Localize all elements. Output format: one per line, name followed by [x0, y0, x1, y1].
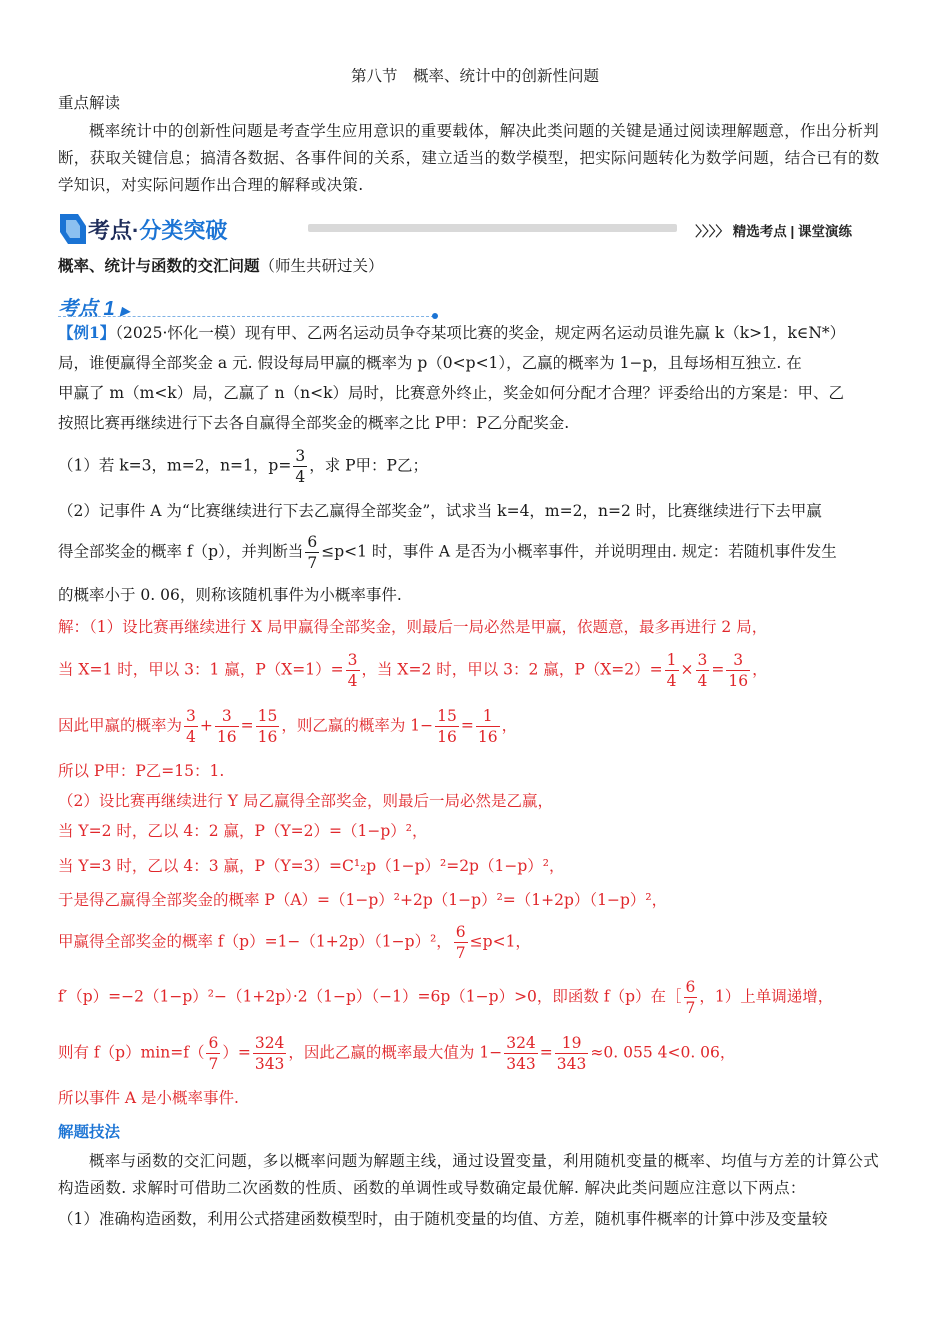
fraction-numerator: 1: [666, 651, 677, 669]
fraction-numerator: 3: [295, 447, 306, 465]
fraction-3-16: [215, 706, 239, 747]
fraction-numerator: 15: [257, 707, 278, 725]
fraction-denominator: 4: [186, 728, 196, 746]
fraction-denominator: 343: [254, 1055, 285, 1073]
banner-corner-icon: [58, 212, 88, 246]
question-1-text-b: ，求 P甲：P乙；: [309, 456, 428, 475]
solution-line-4: 所以 P甲：P乙=15：1.: [58, 762, 225, 780]
fraction-denominator: 16: [728, 672, 749, 690]
fraction-numerator: 6: [208, 1034, 219, 1052]
example-text-1: （2025·怀化一模）现有甲、乙两名运动员争夺某项比赛的奖金，规定两名运动员谁先赢 k（k>1，k∈N*）: [115, 324, 846, 342]
question-2-line-1: （2）记事件 A 为“比赛继续进行下去乙赢得全部奖金”，试求当 k=4，m=2，n=2 时，比赛继续进行下去甲赢: [58, 502, 822, 520]
fraction-3-16: [726, 650, 750, 691]
fraction-denominator: 7: [208, 1055, 219, 1073]
fraction-denominator: 16: [477, 728, 498, 746]
key-points-heading: 重点解读: [58, 94, 121, 112]
triangle-right-icon: ▶: [120, 304, 130, 318]
solution-text: =: [460, 716, 474, 735]
banner-title-main: 考点·: [88, 218, 140, 243]
solution-line-11: [58, 1033, 735, 1074]
solution-line-12: 所以事件 A 是小概率事件.: [58, 1089, 239, 1107]
page-title: 第八节 概率、统计中的创新性问题: [350, 67, 599, 85]
section-heading: [58, 255, 384, 278]
fraction-324-343: [504, 1033, 538, 1074]
banner-divider-bar: [308, 224, 677, 232]
solution-text: 甲赢得全部奖金的概率 f（p）=1−（1+2p）（1−p）²，: [58, 932, 452, 951]
fraction-numerator: 3: [215, 706, 239, 727]
solution-line-1: 解：（1）设比赛再继续进行 X 局甲赢得全部奖金，则最后一局必然是甲赢，依题意，最多再进行 2 局，: [58, 618, 768, 636]
fraction-numerator: 3: [347, 651, 358, 669]
question-1-text-a: （1）若 k=3，m=2，n=1，p=: [58, 456, 292, 475]
solution-text: ，则乙赢的概率为 1−: [281, 716, 434, 735]
fraction-denominator: 7: [307, 554, 318, 572]
fraction-1-4: [665, 650, 679, 691]
solution-line-2: [58, 650, 768, 691]
question-1: [58, 446, 428, 487]
fraction-denominator: 16: [437, 728, 457, 746]
solution-text: ，因此乙赢的概率最大值为 1−: [288, 1043, 503, 1062]
solution-text: ，: [501, 716, 518, 735]
section-heading-title: 概率、统计与函数的交汇问题: [58, 258, 260, 275]
solution-line-9: [58, 922, 531, 963]
fraction-1-16: [476, 706, 500, 747]
kaodian-dot: [432, 313, 438, 319]
fraction-numerator: 19: [555, 1033, 589, 1054]
fraction-3-4: [293, 446, 307, 487]
fraction-numerator: 15: [437, 707, 457, 725]
fraction-6-7: [684, 977, 698, 1018]
fraction-numerator: 1: [476, 706, 500, 727]
fraction-numerator: 6: [307, 533, 318, 551]
fraction-denominator: 4: [666, 672, 677, 690]
solution-text: 因此甲赢的概率为: [58, 716, 183, 735]
fraction-15-16: [256, 706, 280, 747]
method-paragraph-1: 概率与函数的交汇问题，多以概率问题为解题主线，通过设置变量，利用随机变量的概率、均值与方差的计算公式构造函数. 求解时可借助二次函数的性质、函数的单调性或导数确定最优解. 解决此类问题应注意以下两点：: [58, 1152, 880, 1197]
example-line-3: 甲赢了 m（m<k）局，乙赢了 n（n<k）局时，比赛意外终止，奖金如何分配才合理？评委给出的方案是：甲、乙: [58, 384, 844, 402]
banner-subtitle: 〉〉〉〉 精选考点 | 课堂演练: [695, 224, 852, 239]
fraction-numerator: 6: [685, 978, 696, 996]
fraction-denominator: 343: [556, 1055, 587, 1073]
fraction-6-7: [305, 532, 319, 573]
solution-text: ≤p<1，: [469, 932, 531, 951]
kaodian-text: 考点 1: [58, 298, 115, 320]
fraction-numerator: 3: [726, 650, 750, 671]
fraction-denominator: 4: [347, 672, 358, 690]
fraction-denominator: 16: [216, 728, 237, 746]
question-2-line-3: 的概率小于 0. 06，则称该随机事件为小概率事件.: [58, 586, 402, 604]
solution-line-6: 当 Y=2 时，乙以 4：2 赢，P（Y=2）=（1−p）²，: [58, 822, 428, 840]
solution-line-7: 当 Y=3 时，乙以 4：3 赢，P（Y=3）=C¹₂p（1−p）²=2p（1−p）²，: [58, 857, 565, 875]
fraction-denominator: 16: [257, 728, 278, 746]
fraction-denominator: 4: [295, 468, 306, 486]
question-2-line-2: [58, 532, 837, 573]
fraction-denominator: 7: [455, 944, 466, 962]
solution-line-10: [58, 977, 833, 1018]
fraction-denominator: 343: [506, 1055, 536, 1073]
solution-text: ，: [752, 660, 768, 679]
solution-text: ）=: [222, 1043, 251, 1062]
fraction-6-7: [206, 1033, 220, 1074]
section-heading-note: （师生共研过关）: [259, 257, 384, 275]
solution-text: +: [199, 716, 213, 735]
method-paragraph-2: （1）准确构造函数，利用公式搭建函数模型时，由于随机变量的均值、方差，随机事件概率的计算中涉及变量较: [58, 1210, 828, 1228]
solution-text: ，1）上单调递增，: [699, 987, 834, 1006]
banner-title: [88, 214, 227, 245]
fraction-324-343: [253, 1033, 287, 1074]
example-line-4: 按照比赛再继续进行下去各自赢得全部奖金的概率之比 P甲：P乙分配奖金.: [58, 414, 570, 432]
fraction-15-16: [435, 706, 459, 747]
fraction-numerator: 6: [455, 923, 466, 941]
fraction-numerator: 324: [506, 1034, 536, 1052]
solution-text: 则有 f（p）min=f（: [58, 1043, 205, 1062]
solution-text: 当 X=1 时，甲以 3：1 赢，P（X=1）=: [58, 660, 344, 679]
solution-line-8: 于是得乙赢得全部奖金的概率 P（A）=（1−p）²+2p（1−p）²=（1+2p）（1−p）²，: [58, 891, 668, 909]
fraction-19-343: [555, 1033, 589, 1074]
banner-title-accent: 分类突破: [139, 218, 228, 243]
example-line-1: [58, 322, 845, 344]
solution-line-3: [58, 706, 517, 747]
solution-line-5: （2）设比赛再继续进行 Y 局乙赢得全部奖金，则最后一局必然是乙赢，: [58, 792, 553, 810]
fraction-numerator: 3: [186, 707, 196, 725]
solution-text: ，当 X=2 时，甲以 3：2 赢，P（X=2）=: [361, 660, 663, 679]
fraction-denominator: 4: [697, 672, 708, 690]
section-banner: [58, 212, 892, 246]
solution-text: =: [240, 716, 254, 735]
intro-paragraph: 概率统计中的创新性问题是考查学生应用意识的重要载体，解决此类问题的关键是通过阅读理解题意，作出分析判断，获取关键信息；搞清各数据、各事件间的关系，建立适当的数学模型，把实际问题转化为数学问题，结合已有的数学知识，对实际问题作出合理的解释或决策.: [58, 122, 880, 194]
fraction-3-4: [346, 650, 360, 691]
method-heading: 解题技法: [58, 1124, 121, 1141]
fraction-6-7: [454, 922, 468, 963]
question-2-text-b: ≤p<1 时，事件 A 是否为小概率事件，并说明理由. 规定：若随机事件发生: [321, 542, 837, 561]
fraction-3-4: [184, 706, 198, 747]
example-tag: 【例1】: [58, 323, 116, 342]
fraction-numerator: 324: [254, 1034, 285, 1052]
solution-text: f′（p）=−2（1−p）²−（1+2p）·2（1−p）（−1）=6p（1−p）>0，即函数 f（p）在［: [58, 987, 682, 1006]
solution-text: =: [539, 1043, 553, 1062]
question-2-text-a: 得全部奖金的概率 f（p），并判断当: [58, 542, 304, 561]
solution-text: =: [711, 660, 725, 679]
example-line-2: 局，谁便赢得全部奖金 a 元. 假设每局甲赢的概率为 p（0<p<1），乙赢的概率为 1−p，且每场相互独立. 在: [58, 354, 802, 372]
solution-text: ≈0. 055 4<0. 06，: [590, 1043, 736, 1062]
fraction-numerator: 3: [697, 651, 708, 669]
fraction-denominator: 7: [685, 999, 696, 1017]
solution-text: ×: [680, 660, 694, 679]
fraction-3-4: [696, 650, 710, 691]
kaodian-underline: [58, 316, 434, 318]
